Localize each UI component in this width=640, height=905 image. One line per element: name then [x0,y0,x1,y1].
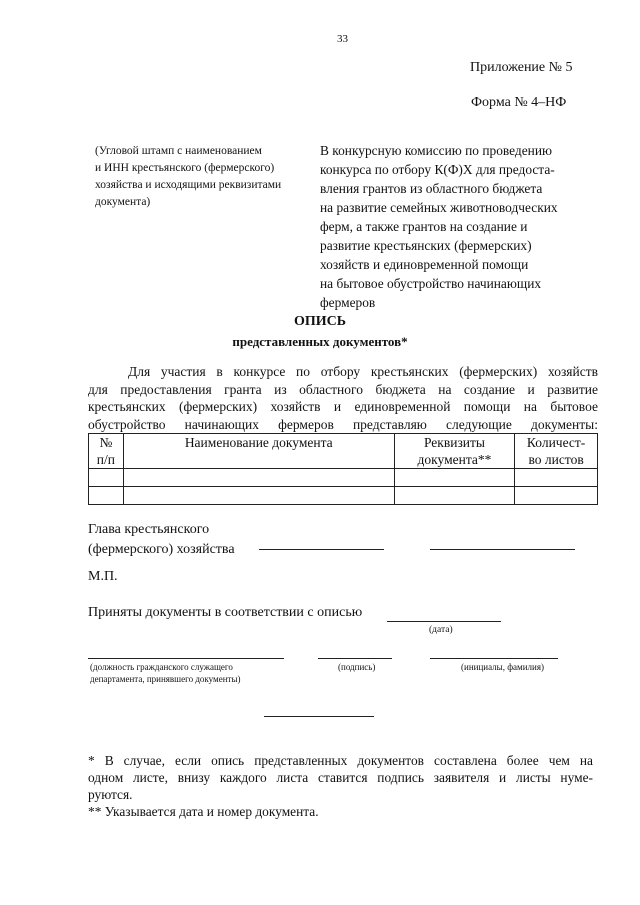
footnotes [88,752,593,820]
head-signature-line[interactable] [259,549,384,550]
table-cell[interactable] [89,469,124,487]
header-cell-number: № п/п [89,434,124,469]
table-cell[interactable] [515,487,598,505]
position-caption: (должность гражданского служащего департамента, принявшего документы) [90,662,241,684]
header-cell-doc-name: Наименование документа [123,434,394,469]
official-position-line[interactable] [88,658,284,659]
intro-line: крестьянских (фермерских) хозяйств и единовременной помощи на бытовое [88,399,598,414]
intro-line: для предоставления гранта из областного бюджета на создание и развитие [88,381,598,397]
accepted-statement: Приняты документы в соответствии с описью [88,605,363,620]
stamp-line: и ИНН крестьянского (фермерского) [95,162,275,174]
intro-paragraph [88,363,598,433]
address-line: развитие крестьянских (фермерских) [320,238,532,253]
stamp-line: хозяйства и исходящими реквизитами [95,179,282,191]
page-number: 33 [337,33,348,45]
table-row [89,487,598,505]
footnote-line: ** Указывается дата и номер документа. [88,804,319,819]
table-cell[interactable] [394,487,515,505]
address-line: конкурса по отбору К(Ф)Х для предоста- [320,162,555,177]
intro-line: Для участия в конкурсе по отбору крестьянских (фермерских) хозяйств [128,364,598,379]
separator-line [264,716,374,717]
footnote-line: одном листе, внизу каждого листа ставится подпись заявителя и листы нуме- [88,770,593,785]
footnote-line: руются. [88,787,133,802]
official-name-line[interactable] [430,658,558,659]
head-name-line[interactable] [430,549,575,550]
head-of-farm-label: Глава крестьянского (фермерского) хозяйства [88,522,235,557]
table-cell[interactable] [123,469,394,487]
form-number: Форма № 4–НФ [471,95,567,110]
official-signature-line[interactable] [318,658,392,659]
stamp-line: документа) [95,196,151,208]
documents-table [88,433,598,505]
signature-caption: (подпись) [338,662,376,672]
footnote-line: * В случае, если опись представленных документов составлена более чем на [88,753,593,768]
address-line: на развитие семейных животноводческих [320,200,558,215]
address-line: хозяйств и единовременной помощи [320,257,529,272]
appendix-label: Приложение № 5 [470,60,573,75]
document-subtitle: представленных документов* [232,334,408,349]
table-header-row [89,434,598,469]
seal-place-label: М.П. [88,569,118,584]
date-caption: (дата) [429,625,453,635]
date-line[interactable] [387,621,501,622]
table-cell[interactable] [394,469,515,487]
table-row [89,469,598,487]
name-caption: (инициалы, фамилия) [461,662,544,672]
corner-stamp-note [95,143,310,211]
table-cell[interactable] [123,487,394,505]
intro-line: обустройство начинающих фермеров представляю следующие документы: [88,416,598,432]
header-cell-sheets: Количест- во листов [515,434,598,469]
table-cell[interactable] [89,487,124,505]
table-cell[interactable] [515,469,598,487]
document-title: ОПИСЬ [293,314,347,329]
address-line: на бытовое обустройство начинающих [320,276,542,291]
address-line: В конкурсную комиссию по проведению [320,143,553,158]
addressee-block [320,141,610,312]
header-cell-requisites: Реквизиты документа** [394,434,515,469]
stamp-line: (Угловой штамп с наименованием [95,145,262,157]
address-line: ферм, а также грантов на создание и [320,219,528,234]
address-line: фермеров [320,295,376,310]
address-line: вления грантов из областного бюджета [320,181,543,196]
